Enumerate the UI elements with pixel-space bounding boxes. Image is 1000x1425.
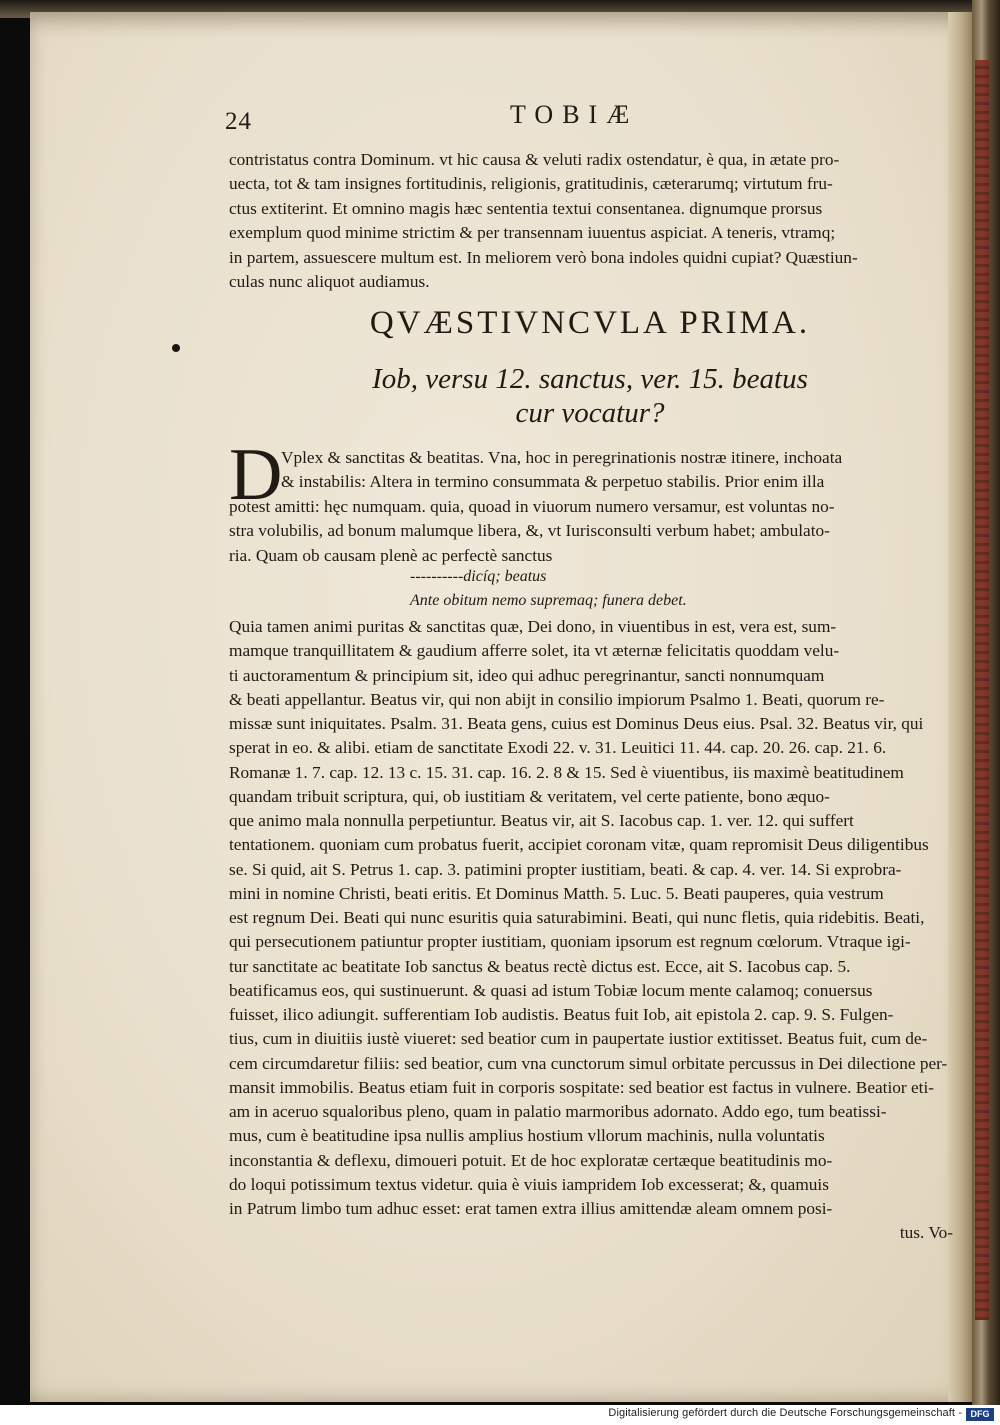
- text-line: mansit immobilis. Beatus etiam fuit in corporis sospitate: sed beatior est factus in vulnere. Beatior eti-: [229, 1077, 935, 1097]
- text-line: se. Si quid, ait S. Petrus 1. cap. 3. patimini propter iustitiam, beati. & cap. 4. ver. 14. Si exprobra-: [229, 859, 902, 879]
- text-line: cem circumdaretur filiis: sed beatior, cum vna cunctorum simul orbitate percussus in Dei dilectione per-: [229, 1053, 948, 1073]
- text-line: ria. Quam ob causam plenè ac perfectè sanctus: [229, 545, 553, 565]
- text-line: mus, cum è beatitudine ipsa nullis amplius hostium vllorum machinis, nulla voluntatis: [229, 1126, 825, 1146]
- intro-paragraph: [229, 148, 953, 294]
- subheading-line: Iob, versu 12. sanctus, ver. 15. beatus: [372, 363, 808, 395]
- verse-quote-line: ----------dicíq; beatus: [410, 568, 547, 585]
- text-line: quandam tribuit scriptura, qui, ob iustitiam & veritatem, vel certe patiente, bono æquo-: [229, 786, 830, 806]
- text-line: am in aceruo squaloribus pleno, quam in palatio marmoribus adornato. Addo ego, tum beatissi-: [229, 1102, 887, 1121]
- binding-strip: [975, 60, 989, 1320]
- text-line: culas nunc aliquot audiamus.: [229, 272, 430, 292]
- ink-dot: [172, 344, 180, 352]
- drop-cap: D: [229, 434, 283, 516]
- verse-quote-line: Ante obitum nemo supremaq; funera debet.: [410, 592, 687, 609]
- text-line: uecta, tot & tam insignes fortitudinis, religionis, gratitudinis, cæterarumq; virtutum fru-: [229, 174, 833, 194]
- text-line: fuisset, ilico adiungit. sufferentiam Iob audistis. Beatus fuit Iob, ait epistola 2. cap. 9. S. Fulgen-: [229, 1005, 894, 1024]
- text-line: sperat in eo. & alibi. etiam de sanctitate Exodi 22. v. 31. Leuitici 11. 44. cap. 20. 26. cap. 21. 6.: [229, 738, 887, 758]
- text-line: inconstantia & deflexu, dimoueri potuit. Et de hoc exploratæ certæque beatitudinis mo-: [229, 1150, 833, 1170]
- paragraph-one: [229, 446, 953, 568]
- text-line: qui persecutionem patiuntur propter iustitiam, quoniam ipsorum est regnum cœlorum. Vtraque igi-: [229, 932, 911, 952]
- text-line: do loqui potissimum textus videtur. quia è viuis iampridem Iob excesserat; &, quamuis: [229, 1174, 829, 1194]
- text-line: tius, cum in diuitiis iustè viueret: sed beatior cum in paupertate iustior extitisset. Beatus fuit, cum de-: [229, 1029, 928, 1049]
- text-line: in partem, assuescere multum est. In meliorem verò bona indoles quidni cupiat? Quæstiun-: [229, 247, 858, 267]
- text-line: & beati appellantur. Beatus vir, qui non abijt in consilio impiorum Psalmo 1. Beati, quorum re-: [229, 689, 885, 709]
- text-line: & instabilis: Altera in termino consummata & perpetuo stabilis. Prior enim illa: [281, 472, 825, 492]
- text-line: tur sanctitate ac beatitate Iob sanctus & beatus rectè dictus est. Ecce, ait S. Iacobus cap. 5.: [229, 956, 851, 976]
- text-line: ctus extiterint. Et omnino magis hæc sententia textui consentanea. dignumque prorsus: [229, 198, 823, 218]
- text-line: exemplum quod minime strictim & per transennam iuuentus aspiciat. A teneris, vtramq;: [229, 223, 836, 243]
- page-number: 24: [225, 108, 252, 135]
- running-head: TOBIÆ: [510, 100, 639, 129]
- text-line: Vplex & sanctitas & beatitas. Vna, hoc in peregrinationis nostræ itinere, inchoata: [281, 448, 843, 467]
- text-line: mini in nomine Christi, beati eritis. Et Dominus Matth. 5. Luc. 5. Beati pauperes, quia vestrum: [229, 883, 884, 903]
- text-line: mamque tranquillitatem & gaudium afferre solet, ita vt æternæ felicitatis quoddam velu-: [229, 641, 840, 661]
- text-line: Quia tamen animi puritas & sanctitas quæ, Dei dono, in viuentibus in est, vera est, sum-: [229, 617, 837, 636]
- text-line: potest amitti: hęc numquam. quia, quoad in viuorum numero versamur, est voluntas no-: [229, 496, 835, 516]
- text-line: in Patrum limbo tum adhuc esset: erat tamen extra illius amittendæ aleam omnem posi-: [229, 1199, 833, 1218]
- section-heading: QVÆSTIVNCVLA PRIMA.: [369, 305, 811, 341]
- text-line: contristatus contra Dominum. vt hic causa & veluti radix ostendatur, è qua, in ætate pro-: [229, 150, 840, 169]
- text-line: stra volubilis, ad bonum malumque libera, &, vt Iurisconsulti verbum habet; ambulato-: [229, 521, 830, 541]
- section-subheading: [230, 362, 950, 430]
- footer-credit: Digitalisierung gefördert durch die Deutsche Forschungsgemeinschaft -: [608, 1407, 962, 1419]
- text-line: que animo mala nonnulla perpetiuntur. Beatus vir, ait S. Iacobus cap. 1. ver. 12. qui suffert: [229, 811, 854, 830]
- text-line: missæ sunt iniquitates. Psalm. 31. Beata gens, cuius est Dominus Deus eius. Psal. 32. Beatus vir, qui: [229, 714, 924, 733]
- subheading-line: cur vocatur?: [515, 397, 665, 429]
- text-line: tentationem. quoniam cum probatus fuerit, accipiet coronam vitæ, quam repromisit Deus diligentibus: [229, 835, 929, 855]
- dfg-logo-icon: DFG: [966, 1408, 994, 1421]
- paragraph-two: [229, 615, 953, 1246]
- text-line: tus. Vo-: [899, 1223, 953, 1243]
- text-line: Romanæ 1. 7. cap. 12. 13 c. 15. 31. cap. 16. 2. 8 & 15. Sed è viuentibus, iis maximè beatitudinem: [229, 762, 904, 782]
- text-line: beatificamus eos, qui sustinuerunt. & quasi ad istum Tobiæ locum mente calamoq; conuersus: [229, 980, 873, 1000]
- text-line: ti auctoramentum & principium sit, ideo qui adhuc peregrinantur, sancti nonnumquam: [229, 665, 825, 685]
- text-line: est regnum Dei. Beati qui nunc esuritis quia saturabimini. Beati, qui nunc fletis, quia ridebitis. Beati,: [229, 908, 925, 927]
